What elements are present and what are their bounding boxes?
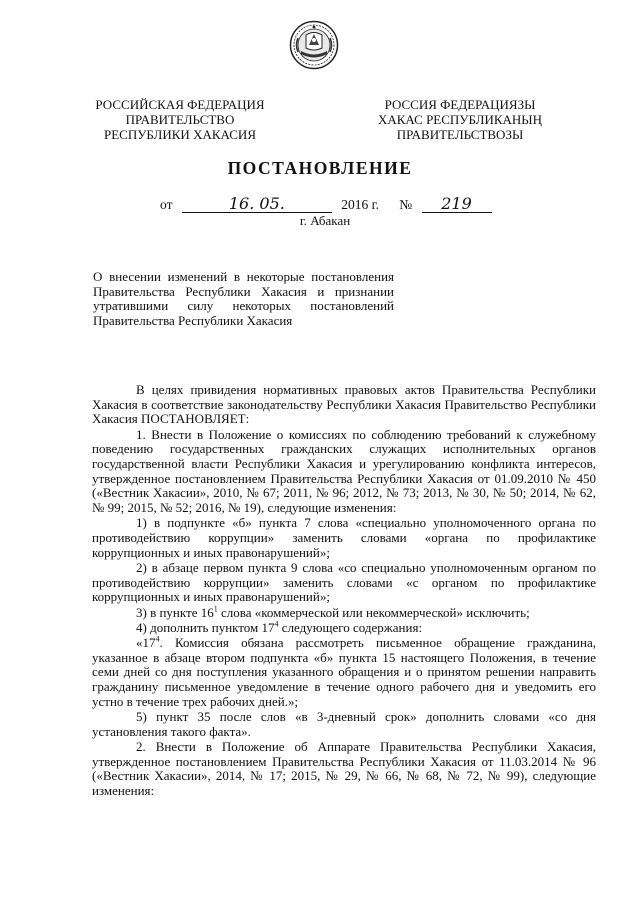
date-handwritten: 16. 05. — [182, 196, 332, 213]
year-text: 2016 г. — [341, 197, 379, 212]
city-name: г. Абакан — [299, 213, 351, 228]
subject-text: О внесении изменений в некоторые постановления Правительства Республики Хакасия и признании утратившими силу некоторых постановлений Правительства Республики Хакасия — [93, 269, 394, 328]
paragraph — [92, 636, 596, 710]
superscript: 4 — [155, 634, 160, 644]
paragraph: 1) в подпункте «б» пункта 7 слова «специально уполномоченного органа по противодействию коррупции» заменить словами «органа по профилактике коррупционных и иных правонарушений»; — [92, 515, 596, 560]
header-left — [80, 97, 280, 142]
paragraph-text: 3) в пункте 16 — [136, 604, 214, 620]
paragraph — [92, 621, 596, 636]
header-left-line: РОССИЙСКАЯ ФЕДЕРАЦИЯ — [95, 97, 265, 112]
header-right — [365, 97, 555, 142]
header-right-line: ПРАВИТЕЛЬСТВОЗЫ — [396, 127, 524, 142]
header-left-line: ПРАВИТЕЛЬСТВО — [125, 112, 235, 127]
header-right-line: РОССИЯ ФЕДЕРАЦИЯЗЫ — [384, 97, 536, 112]
coat-of-arms-emblem — [289, 20, 339, 70]
number-handwritten: 219 — [422, 196, 492, 213]
paragraph-text: 4) дополнить пунктом 17 — [136, 619, 275, 635]
paragraph-text: следующего содержания: — [278, 619, 423, 635]
paragraph — [92, 606, 596, 621]
paragraph-text: слова «коммерческой или некоммерческой» исключить; — [217, 604, 530, 620]
superscript: 4 — [274, 619, 279, 629]
paragraph: В целях привидения нормативных правовых актов Правительства Республики Хакасия в соответствие законодательству Республики Хакасия Правительство Республики Хакасия ПОСТАНОВЛЯЕТ: — [92, 382, 596, 427]
paragraph-text: «17 — [136, 634, 156, 650]
number-sign: № — [399, 197, 413, 212]
paragraph: 5) пункт 35 после слов «в 3-дневный срок» дополнить словами «со дня установления такого факта». — [92, 708, 596, 739]
header-right-line: ХАКАС РЕСПУБЛИКАНЫҢ — [377, 112, 543, 127]
date-prefix: от — [160, 197, 173, 212]
body-text — [92, 383, 596, 799]
header-left-line: РЕСПУБЛИКИ ХАКАСИЯ — [103, 127, 256, 142]
paragraph: 1. Внести в Положение о комиссиях по соблюдению требований к служебному поведению государственных гражданских служащих исполнительных органов государственной власти Республики Хакасия и урегулированию конфликта интересов, утвержденное постановлением Правительства Республики Хакасия от 01.09.2010 № 450 («Вестник Хакасии», 2010, № 67; 2011, № 96; 2012, № 73; 2013, № 30, № 50; 2014, № 62, № 99; 2015, № 52; 2016, № 19), следующие изменения: — [92, 426, 596, 516]
paragraph-text: . Комиссия обязана рассмотреть письменное обращение гражданина, указанное в абзаце втором подпункта «б» пункта 15 настоящего Положения, в течение семи дней со дня поступления указанного обращения и о принятом решении направить гражданину письменное уведомление в течение одного рабочего дня и уведомить его устно в течение трех рабочих дней.»; — [92, 634, 596, 709]
superscript: 1 — [213, 604, 218, 614]
paragraph: 2. Внести в Положение об Аппарате Правительства Республики Хакасия, утвержденное постановлением Правительства Республики Хакасия от 11.03.2014 № 96 («Вестник Хакасии», 2014, № 17; 2015, № 29, № 66, № 68, № 72, № 99), следующие изменения: — [92, 738, 596, 798]
date-number-line — [160, 196, 492, 213]
document-title: ПОСТАНОВЛЕНИЕ — [227, 158, 413, 178]
paragraph: 2) в абзаце первом пункта 9 слова «со специально уполномоченным органом по противодействию коррупции» заменить словами «с органом по профилактике коррупционных и иных правонарушений»; — [92, 559, 596, 605]
